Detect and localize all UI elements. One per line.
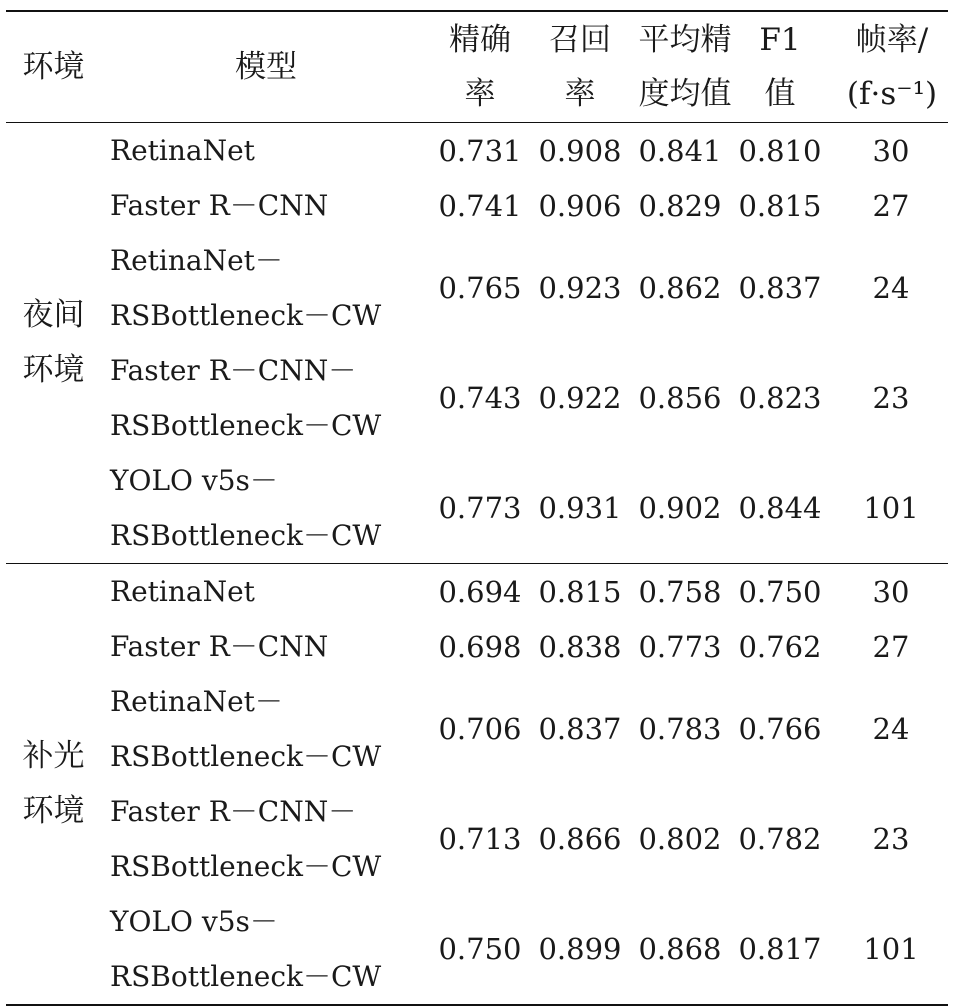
env-label-night — [6, 123, 101, 563]
model-cell — [110, 564, 255, 619]
precision-cell: 0.750 — [438, 932, 522, 966]
map-cell: 0.773 — [638, 629, 722, 664]
precision-cell: 0.743 — [438, 381, 522, 415]
map-cell: 0.783 — [638, 712, 722, 746]
header-env-label: 环境 — [22, 49, 85, 85]
table-row — [101, 123, 948, 178]
header-f1 — [735, 12, 825, 122]
fps-cell: 101 — [863, 932, 919, 966]
table-row — [101, 894, 948, 1004]
fps-cell: 27 — [872, 188, 910, 223]
recall-cell: 0.837 — [538, 712, 622, 746]
model-cell — [110, 619, 328, 674]
map-cell: 0.802 — [638, 822, 722, 856]
fps-cell: 24 — [872, 271, 910, 305]
precision-cell: 0.741 — [438, 188, 522, 223]
model-name: RetinaNet — [110, 134, 255, 167]
env-night-line2: 环境 — [22, 352, 85, 388]
table-row — [101, 619, 948, 674]
f1-cell: 0.766 — [738, 712, 822, 746]
recall-cell: 0.815 — [538, 574, 622, 609]
f1-cell: 0.817 — [738, 932, 822, 966]
env-label-fill-light — [6, 564, 101, 1004]
model-cell — [110, 784, 381, 894]
recall-cell: 0.838 — [538, 629, 622, 664]
fps-cell: 101 — [863, 491, 919, 525]
fps-cell: 24 — [872, 712, 910, 746]
results-table — [6, 10, 948, 1006]
model-name-line1: RetinaNet－ — [110, 244, 283, 277]
model-name-line2: RSBottleneck－CW — [110, 409, 382, 442]
recall-cell: 0.922 — [538, 381, 622, 415]
model-cell — [110, 178, 328, 233]
header-recall-line2: 率 — [564, 76, 596, 112]
f1-cell: 0.837 — [738, 271, 822, 305]
model-name: RetinaNet — [110, 575, 255, 608]
f1-cell: 0.782 — [738, 822, 822, 856]
model-cell — [110, 453, 381, 563]
table-header — [6, 12, 948, 122]
model-name-line1: RetinaNet－ — [110, 685, 283, 718]
header-f1-line1: F1 — [759, 22, 801, 58]
model-name-line1: Faster R－CNN－ — [110, 795, 357, 828]
fps-cell: 27 — [872, 629, 910, 664]
model-name: Faster R－CNN — [110, 630, 329, 663]
model-name-line2: RSBottleneck－CW — [110, 960, 382, 993]
f1-cell: 0.823 — [738, 381, 822, 415]
precision-cell: 0.698 — [438, 629, 522, 664]
group-fill-light — [6, 564, 948, 1004]
f1-cell: 0.750 — [738, 574, 822, 609]
precision-cell: 0.765 — [438, 271, 522, 305]
recall-cell: 0.908 — [538, 133, 622, 168]
map-cell: 0.862 — [638, 271, 722, 305]
f1-cell: 0.815 — [738, 188, 822, 223]
map-cell: 0.868 — [638, 932, 722, 966]
fps-cell: 23 — [872, 381, 910, 415]
map-cell: 0.841 — [638, 133, 722, 168]
header-precision-line2: 率 — [464, 76, 496, 112]
header-fps — [836, 12, 948, 122]
header-f1-line2: 值 — [764, 76, 796, 112]
recall-cell: 0.899 — [538, 932, 622, 966]
header-fps-line2: (f·s⁻¹) — [846, 76, 938, 112]
header-recall-line1: 召回 — [549, 22, 611, 58]
env-fill-line1: 补光 — [22, 738, 85, 774]
header-fps-line1: 帧率/ — [855, 22, 929, 58]
recall-cell: 0.906 — [538, 188, 622, 223]
model-cell — [110, 343, 381, 453]
env-night-line1: 夜间 — [22, 297, 85, 333]
fps-cell: 30 — [872, 574, 910, 609]
header-model — [101, 12, 431, 122]
map-cell: 0.758 — [638, 574, 722, 609]
header-map — [630, 12, 740, 122]
precision-cell: 0.713 — [438, 822, 522, 856]
recall-cell: 0.931 — [538, 491, 622, 525]
table-row — [101, 564, 948, 619]
header-map-line1: 平均精 — [638, 22, 732, 58]
precision-cell: 0.706 — [438, 712, 522, 746]
model-name-line1: Faster R－CNN－ — [110, 354, 357, 387]
table-row — [101, 343, 948, 453]
model-name-line2: RSBottleneck－CW — [110, 519, 382, 552]
header-recall — [535, 12, 625, 122]
env-fill-line2: 环境 — [22, 793, 85, 829]
fps-cell: 30 — [872, 133, 910, 168]
header-precision — [435, 12, 525, 122]
f1-cell: 0.762 — [738, 629, 822, 664]
recall-cell: 0.866 — [538, 822, 622, 856]
model-name-line2: RSBottleneck－CW — [110, 299, 382, 332]
f1-cell: 0.844 — [738, 491, 822, 525]
model-cell — [110, 233, 381, 343]
table-row — [101, 233, 948, 343]
header-precision-line1: 精确 — [449, 22, 511, 58]
model-name-line2: RSBottleneck－CW — [110, 850, 382, 883]
precision-cell: 0.731 — [438, 133, 522, 168]
fps-cell: 23 — [872, 822, 910, 856]
f1-cell: 0.810 — [738, 133, 822, 168]
group-night — [6, 123, 948, 563]
table-row — [101, 453, 948, 563]
header-map-line2: 度均值 — [638, 76, 732, 112]
model-name: Faster R－CNN — [110, 189, 329, 222]
precision-cell: 0.773 — [438, 491, 522, 525]
table-row — [101, 674, 948, 784]
header-env — [6, 12, 101, 122]
model-name-line2: RSBottleneck－CW — [110, 740, 382, 773]
model-cell — [110, 674, 381, 784]
bottom-rule — [6, 1004, 948, 1006]
map-cell: 0.902 — [638, 491, 722, 525]
recall-cell: 0.923 — [538, 271, 622, 305]
precision-cell: 0.694 — [438, 574, 522, 609]
header-model-label: 模型 — [235, 49, 297, 85]
table-row — [101, 784, 948, 894]
model-name-line1: YOLO v5s－ — [110, 905, 278, 938]
model-cell — [110, 123, 255, 178]
model-name-line1: YOLO v5s－ — [110, 464, 278, 497]
table-row — [101, 178, 948, 233]
map-cell: 0.829 — [638, 188, 722, 223]
map-cell: 0.856 — [638, 381, 722, 415]
model-cell — [110, 894, 381, 1004]
